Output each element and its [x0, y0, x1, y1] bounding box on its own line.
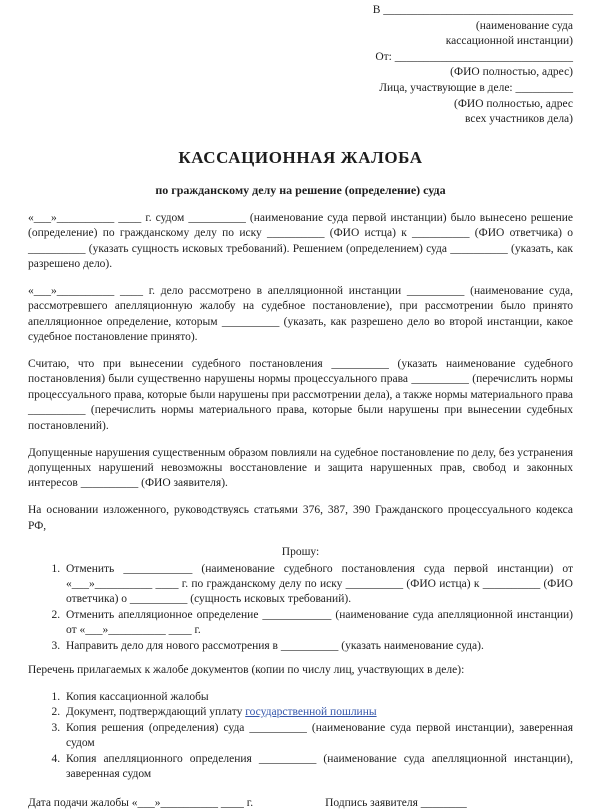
participants-hint-line2: всех участников дела): [465, 113, 573, 126]
state-duty-link[interactable]: государственной пошлины: [245, 706, 377, 719]
request-list: [28, 562, 573, 654]
attachment-complaint-copy: [63, 690, 573, 705]
request-item-new-trial: 3. Направить дело для нового рассмотрения в __________ (указать наименование суда).: [63, 639, 573, 654]
paragraph-consequences: Допущенные нарушения существенным образом повлияли на судебное постановление по делу, без устранения допущенных нарушений невозможны восстановление и защита нарушенных прав, свобод и законных интересов __________ (ФИО заявителя).: [28, 446, 573, 490]
footer-row: [28, 797, 573, 809]
applicant-hint-line: (ФИО полностью, адрес): [450, 66, 573, 79]
paragraph-appeal-instance: «___»__________ ____ г. дело рассмотрено в апелляционной инстанции __________ (наименование суда, рассмотревшего апелляционную жалобу на судебное постановление), при рассмотрении было принято апелляционное определение, которым __________ (указать, как разрешено дело во второй инстанции, какое судебное постановление принято).: [28, 284, 573, 344]
court-address-block: [321, 3, 573, 128]
attachment-appeal-ruling-copy: [63, 752, 573, 783]
request-item-cancel-appeal-ruling: 2. Отменить апелляционное определение ____________ (наименование суда апелляционной инстанции) от «___»__________ ____ г.: [63, 608, 573, 639]
attachment-text: Документ, подтверждающий уплату: [66, 706, 246, 719]
request-item-cancel-decision: 1. Отменить ____________ (наименование судебного постановления суда первой инстанции) от «___»__________ ____ г. по гражданскому делу по иску __________ (ФИО истца) к __________ (ФИО ответчика) о __________ (сущность исковых требований).: [63, 562, 573, 608]
attachment-text: Копия решения (определения) суда __________ (наименование суда первой инстанции), заверенная судом: [66, 721, 573, 750]
document-subtitle: по гражданскому делу на решение (определение) суда: [155, 182, 446, 197]
attachments-list: [28, 690, 573, 782]
participants-blank-line: Лица, участвующие в деле: __________: [379, 81, 573, 94]
paragraph-first-instance: «___»__________ ____ г. судом __________ (наименование суда первой инстанции) было вынесено решение (определение) по гражданскому делу по иску __________ (ФИО истца) к __________ (ФИО ответчика) о __________ (указать сущность исковых требований). Решением (определением) суда __________ (указать, как разрешено дело).: [28, 211, 573, 270]
attachment-duty-payment: [63, 705, 573, 720]
court-name-blank-line: В _________________________________: [372, 4, 573, 16]
attachment-text: Копия кассационной жалобы: [66, 690, 209, 703]
filing-date-label: Дата подачи жалобы «___»__________ ____ г.: [28, 797, 254, 809]
attachment-text: Копия апелляционного определения __________ (наименование суда апелляционной инстанции), заверенная судом: [66, 752, 573, 780]
attachments-intro: Перечень прилагаемых к жалобе документов (копии по числу лиц, участвующих в деле):: [28, 664, 465, 676]
court-name-hint-line1: (наименование суда: [475, 19, 573, 32]
paragraph-legal-basis: На основании изложенного, руководствуясь статьями 376, 387, 390 Гражданского процессуального кодекса РФ,: [28, 504, 573, 532]
attachment-decision-copy: [63, 721, 573, 752]
request-heading: Прошу:: [281, 545, 320, 558]
participants-hint-line1: (ФИО полностью, адрес: [454, 97, 573, 110]
applicant-blank-line: От: _______________________________: [375, 50, 573, 63]
court-name-hint-line2: кассационной инстанции): [445, 35, 573, 48]
document-title: КАССАЦИОННАЯ ЖАЛОБА: [178, 147, 423, 167]
paragraph-violations: Считаю, что при вынесении судебного постановления __________ (указать наименование судебного постановления) были существенно нарушены нормы процессуального права __________ (перечислить нормы процессуального права, которые были нарушены при рассмотрении дела), а также нормы материального права __________ (перечислить нормы материального права, которые были нарушены при вынесении судебных постановлений).: [28, 358, 573, 432]
signature-label: Подпись заявителя ________: [325, 797, 467, 809]
